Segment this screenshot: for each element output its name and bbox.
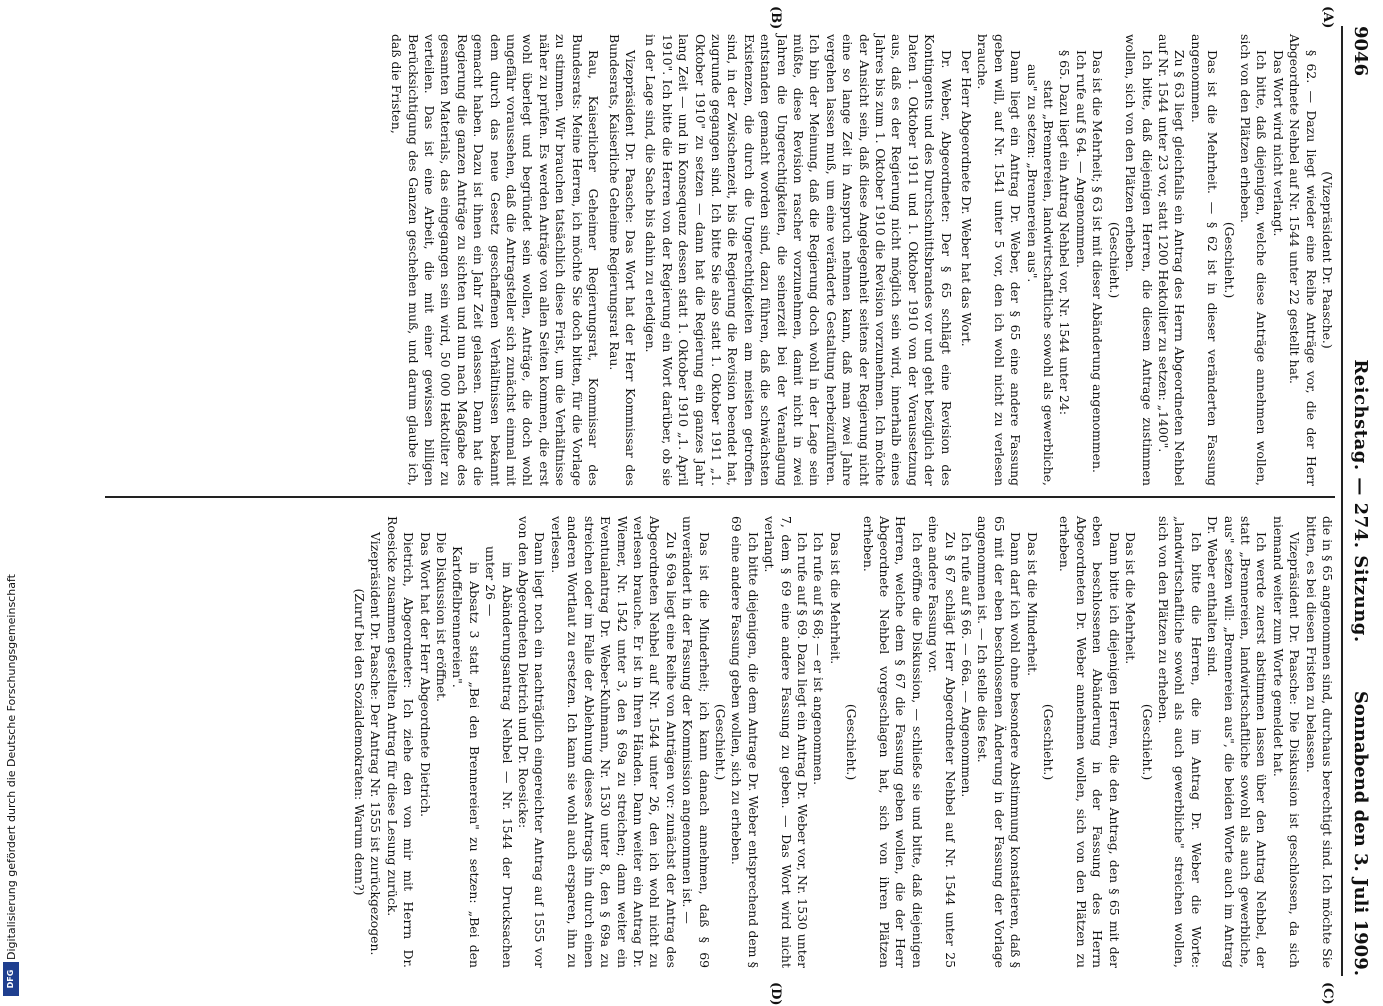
paragraph: Das Wort hat der Herr Abgeordnete Dietrich. [417,532,433,818]
paragraph: Dann bitte ich diejenigen Herren, die den Antrag, den § 65 mit der eben beschlossenen Abänderung in der Fassung des Herrn Abgeordneten Dr. Weber annehmen wollen, sich von den Plätzen zu erheben. [1057,516,1122,968]
paragraph: Zu § 67 schlägt Herr Abgeordneter Nehbel auf Nr. 1544 unter 25 eine andere Fassung vor. [926,516,958,968]
paragraph: Ich werde zuerst abstimmen lassen über den Antrag Nehbel, der statt „Brennereien, landwirtschaftliche sowohl als auch gewerbliche, aus" setzen will: „Brennereien aus", die beiden Worte auch im Antrag Dr. Weber enthalten sind. [1205,516,1270,968]
page-header [1345,26,1375,976]
paragraph: (Geschieht.) [712,703,728,781]
paragraph: Das ist die Mehrheit. [1123,532,1139,665]
left-column [388,34,1335,486]
column-divider [105,496,1335,498]
paragraph: Dann liegt ein Antrag Dr. Weber, der § 65 eine andere Fassung geben will, auf Nr. 1541 unter 5 vor, den ich wohl nicht zu verlesen brauche. [975,34,1024,486]
paragraph: Das ist die Mehrheit. [827,532,843,665]
digitization-credit [0,0,20,1000]
paragraph: Ich bitte diejenigen, die dem Antrage Dr. Weber entsprechend dem § 69 eine andere Fassung geben wollen, sich zu erheben. [729,516,761,968]
paragraph: Vizepräsident Dr. Paasche: Der Antrag Nr. 1555 ist zurückgezogen. [368,532,384,956]
paragraph: Ich bitte die Herren, die im Antrag Dr. Weber die Worte: „landwirtschaftliche sowohl als auch gewerbliche" streichen wollen, sich von den Plätzen zu erheben. [1155,516,1204,968]
dfg-logo-text: DFG [6,969,15,989]
paragraph: Ich eröffne die Diskussion, — schließe sie und bitte, daß diejenigen Herren, welche dem § 67 die Fassung geben wollen, die der Herr Abgeordnete Nehbel vorgeschlagen hat, sich von ihren Plätzen erheben. [860,516,925,968]
paragraph: im Abänderungsantrag Nehbel — Nr. 1544 der Drucksachen unter 26 — [483,546,515,968]
paragraph: Ich bitte, daß diejenigen Herren, die diesem Antrage zustimmen wollen, sich von den Plätzen erheben. [1123,34,1155,486]
paragraph: Das ist die Minderheit; ich kann danach annehmen, daß § 69 unverändert in der Fassung der Kommission angenommen ist. — [680,516,712,968]
paragraph: (Vizepräsident Dr. Paasche.) [1320,171,1335,349]
paragraph: § 62. — Dazu liegt wieder eine Reihe Anträge vor, die der Herr Abgeordnete Nehbel auf Nr. 1544 unter 22 gestellt hat. [1287,34,1319,486]
paragraph: Vizepräsident Dr. Paasche: Die Diskussion ist geschlossen, da sich niemand weiter zum Worte gemeldet hat. [1270,516,1303,968]
paragraph: (Zuruf bei den Sozialdemokraten: Warum denn?) [352,588,368,896]
paragraph: (Geschieht.) [1041,703,1057,781]
paragraph: Die Diskussion ist eröffnet. [434,532,450,702]
session-date: Sonnabend den 3. Juli 1909. [1350,690,1371,976]
paragraph: statt „Brennereien, landwirtschaftliche sowohl als gewerbliche, aus" zu setzen: „Brennereien aus". [1024,64,1057,486]
paragraph: Dann liegt noch ein nachträglich eingereichter Antrag auf 1555 vor von den Abgeordneten Dietrich und Dr. Roesicke: [516,516,548,968]
paragraph: Das ist die Mehrheit. — § 62 ist in dieser veränderten Fassung angenommen. [1188,34,1221,486]
header-rule [1341,26,1343,976]
paragraph: (Geschieht.) [844,703,860,781]
paragraph: Ich rufe auf § 64. — Angenommen. [1073,50,1089,268]
page-number: 9046 [1350,26,1371,77]
paragraph: Dr. Weber, Abgeordneter: Der § 65 schlägt eine Revision des Kontingents und des Durchschnittsbrandes vor und geht bezüglich der Daten 1. Oktober 1911 und 1. Oktober 1910 von der Voraussetzung aus, daß es der Regierung nicht möglich sein wird, innerhalb eines Jahres bis zum 1. Oktober 1910 die Revision vorzunehmen. Ich möchte der Ansicht sein, daß diese Angelegenheit seitens der Regierung nicht eine so lange Zeit in Anspruch nehmen kann, daß man zwei Jahre vergehen lassen muß, um eine veränderte Gestaltung herbeizuführen. Ich bin der Meinung, daß die Regierung doch wohl in der Lage sein müßte, diese Revision rascher vorzunehmen, damit nicht in zwei Jahren die Ungerechtigkeiten, die seinerzeit bei der Veranlagung entstanden gemacht worden sind, dazu führen, daß die schwächsten Existenzen, die durch die Ungerechtigkeiten am meisten getroffen sind, in der Zwischenzeit, bis die Regierung die Revision beendet hat, zugrunde gegangen sind. Ich bitte Sie also statt 1. Oktober 1911 „1. Oktober 1910" zu setzen — dann hat die Regierung ein ganzes Jahr lang Zeit — und in Konsequenz dessen statt 1. Oktober 1910 „1. April 1910". Ich bitte die Herren von der Regierung ein Wort darüber, ob sie in der Lage sind, die Sache bis dahin zu erledigen. [643,34,954,486]
paragraph: (Geschieht.) [1139,703,1155,781]
margin-marker-c: (C) [1320,982,1335,1005]
paragraph: (Geschieht.) [1106,221,1122,299]
margin-marker-d: (D) [768,982,783,1006]
margin-marker-b: (B) [768,6,783,30]
paragraph: die in § 65 angenommen sind, durchaus berechtigt sind. Ich möchte Sie bitten, es bei diesen Fristen zu belassen. [1303,516,1335,968]
dfg-logo [3,962,19,996]
paragraph: Zu § 69a liegt eine Reihe von Anträgen vor: zunächst der Antrag des Abgeordneten Nehbel auf Nr. 1544 unter 26, den ich wohl nicht zu verlesen brauche. Er ist in Ihren Händen. Dann weiter ein Antrag Dr. Wiemer, Nr. 1542 unter 3, den § 69a zu streichen; dann weiter ein Eventualantrag Dr. Weber-Kuhmann, Nr. 1530 unter 8, den § 69a zu streichen oder im Falle der Ablehnung dieses Antrags ihn durch einen anderen Wortlaut zu ersetzen. Ich kann sie wohl auch ersparen, ihn zu verlesen. [548,516,679,968]
paragraph: Ich rufe auf § 66. — 66a. — Angenommen. [959,532,975,798]
paragraph: in Absatz 3 statt „Bei den Brennereien" zu setzen: „Bei den Kartoffelbrennereien". [450,546,482,968]
paragraph: Das Wort wird nicht verlangt. [1270,50,1286,237]
paragraph: Rau, Kaiserlicher Geheimer Regierungsrat, Kommissar des Bundesrats: Meine Herren, ich möchte Sie doch bitten, für die Vorlage zu stimmen. Wir brauchen tatsächlich diese Frist, um die Verhältnisse näher zu prüfen. Es werden Anträge von allen Seiten kommen, die erst wohl überlegt und begründet sein wollen, Anträge, die doch wohl ungefähr voraussehen, daß die Antragsteller sich zunächst einmal mit dem durch das neue Gesetz geschaffenen Verhältnissen bekannt gemacht haben. Dazu ist ihnen ein Jahr Zeit gelassen. Dann hat die Regierung die ganzen Anträge zu sichten und nun nach Maßgabe des gesamten Materials, das eingegangen sein wird, 50 000 Hektoliter zu verteilen. Das ist eine Arbeit, die mit einer gewissen billigen Berücksichtigung des Ganzen geschehen muß, und darum glaube ich, daß die Fristen, [389,34,602,486]
paragraph: Ich bitte, daß diejenigen, welche diese Anträge annehmen wollen, sich von den Plätzen erheben. [1237,34,1270,486]
paragraph: Ich rufe auf § 68; — er ist angenommen. [811,532,827,786]
paragraph: Dietrich, Abgeordneter: Ich ziehe den von mir mit Herrn Dr. Roesicke zusammen gestellten Antrag für diese Lesung zurück. [384,516,417,968]
paragraph: § 65. Dazu liegt ein Antrag Nehbel vor, Nr. 1544 unter 24: [1057,50,1073,416]
paragraph: Ich rufe auf § 69. Dazu liegt ein Antrag Dr. Weber vor, Nr. 1530 unter 7, dem § 69 eine andere Fassung zu geben. — Das Wort wird nicht verlangt. [762,516,810,968]
paragraph: Zu § 63 liegt gleichfalls ein Antrag des Herrn Abgeordneten Nehbel auf Nr. 1544 unter 23 vor, statt 1200 Hektoliter zu setzen: „1400". [1155,34,1188,486]
paragraph: Dann darf ich wohl ohne besondere Abstimmung konstatieren, daß § 65 mit der eben beschlossenen Änderung in der Fassung der Vorlage angenommen ist. — Ich stelle dies fest. [975,516,1024,968]
credit-text: Digitalisierung gefördert durch die Deutsche Forschungsgemeinschaft [5,574,18,960]
paragraph: Das ist die Mehrheit; § 63 ist mit dieser Abänderung angenommen. [1090,50,1106,473]
right-column [351,516,1335,968]
paragraph: (Geschieht.) [1221,221,1237,299]
session-title: Reichstag. — 274. Sitzung. [1350,359,1371,643]
margin-marker-a: (A) [1320,6,1335,29]
paragraph: Der Herr Abgeordnete Dr. Weber hat das Wort. [959,50,975,347]
paragraph: Das ist die Minderheit. [1024,532,1040,677]
paragraph: Vizepräsident Dr. Paasche: Das Wort hat der Herr Kommissar des Bundesrats, Kaiserliche Geheime Regierungsrat Rau. [606,34,638,486]
